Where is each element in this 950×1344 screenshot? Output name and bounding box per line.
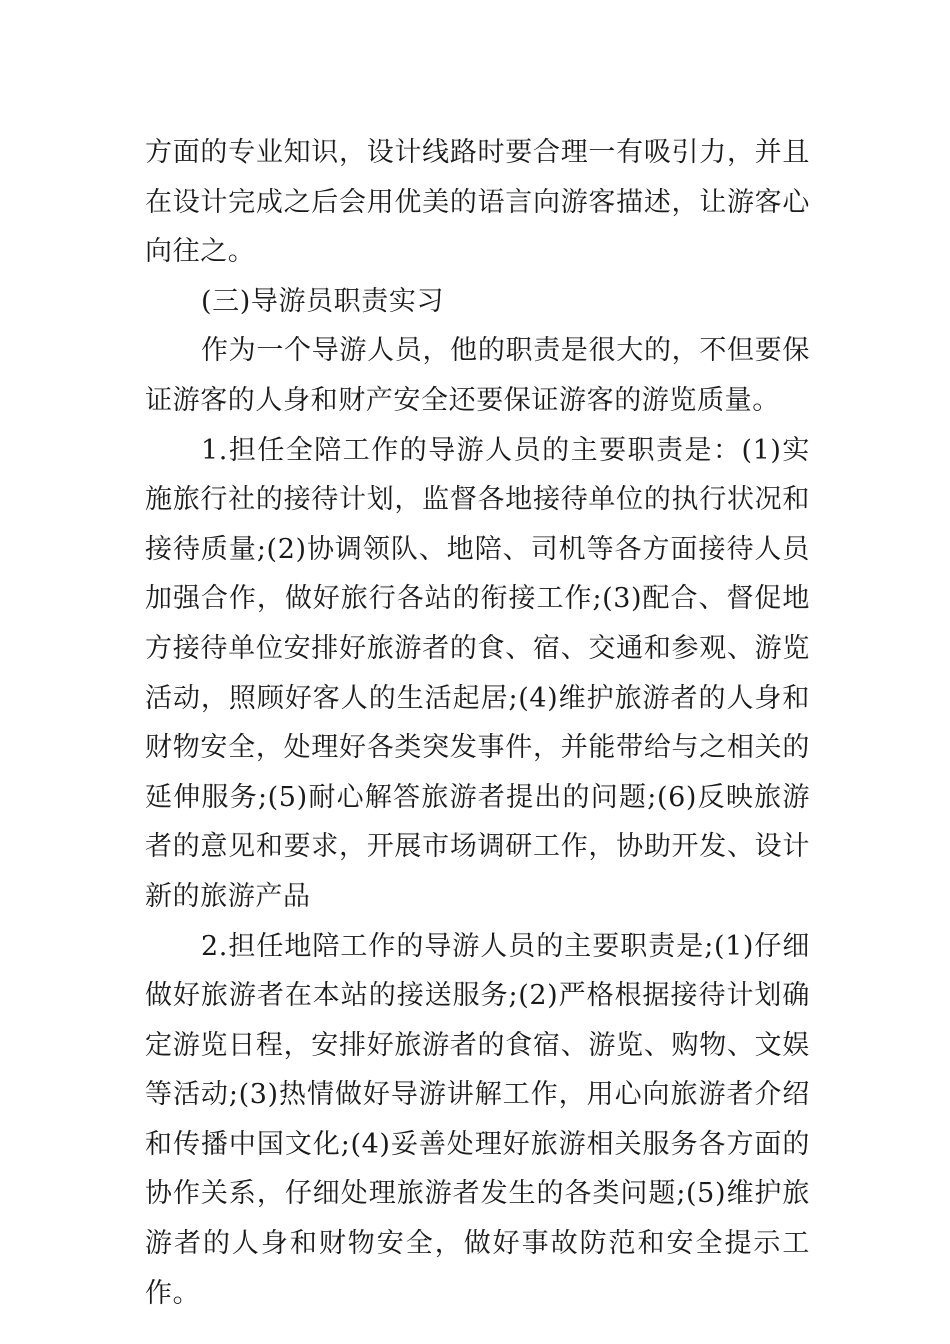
section-heading: (三)导游员职责实习 [201, 285, 445, 317]
paragraph-item-2: 2.担任地陪工作的导游人员的主要职责是;(1)仔细做好旅游者在本站的接送服务;(2)严格根据接待计划确定游览日程，安排好旅游者的食宿、游览、购物、文娱等活动;(3)热情做好导游讲解工作，用心向旅游者介绍和传播中国文化;(4)妥善处理好旅游相关服务各方面的协作关系，仔细处理旅游者发生的各类问题;(5)维护旅游者的人身和财物安全，做好事故防范和安全提示工作。 [145, 930, 810, 1309]
document-body [145, 128, 810, 1318]
paragraph-item-1: 1.担任全陪工作的导游人员的主要职责是：(1)实施旅行社的接待计划，监督各地接待单位的执行状况和接待质量;(2)协调领队、地陪、司机等各方面接待人员加强合作，做好旅行各站的衔接工作;(3)配合、督促地方接待单位安排好旅游者的食、宿、交通和参观、游览活动，照顾好客人的生活起居;(4)维护旅游者的人身和财物安全，处理好各类突发事件，并能带给与之相关的延伸服务;(5)耐心解答旅游者提出的问题;(6)反映旅游者的意见和要求，开展市场调研工作，协助开发、设计新的旅游产品 [145, 434, 810, 912]
paragraph-intro: 作为一个导游人员，他的职责是很大的，不但要保证游客的人身和财产安全还要保证游客的游览质量。 [145, 335, 810, 416]
paragraph-continuation: 方面的专业知识，设计线路时要合理一有吸引力，并且在设计完成之后会用优美的语言向游客描述，让游客心向往之。 [145, 137, 810, 268]
